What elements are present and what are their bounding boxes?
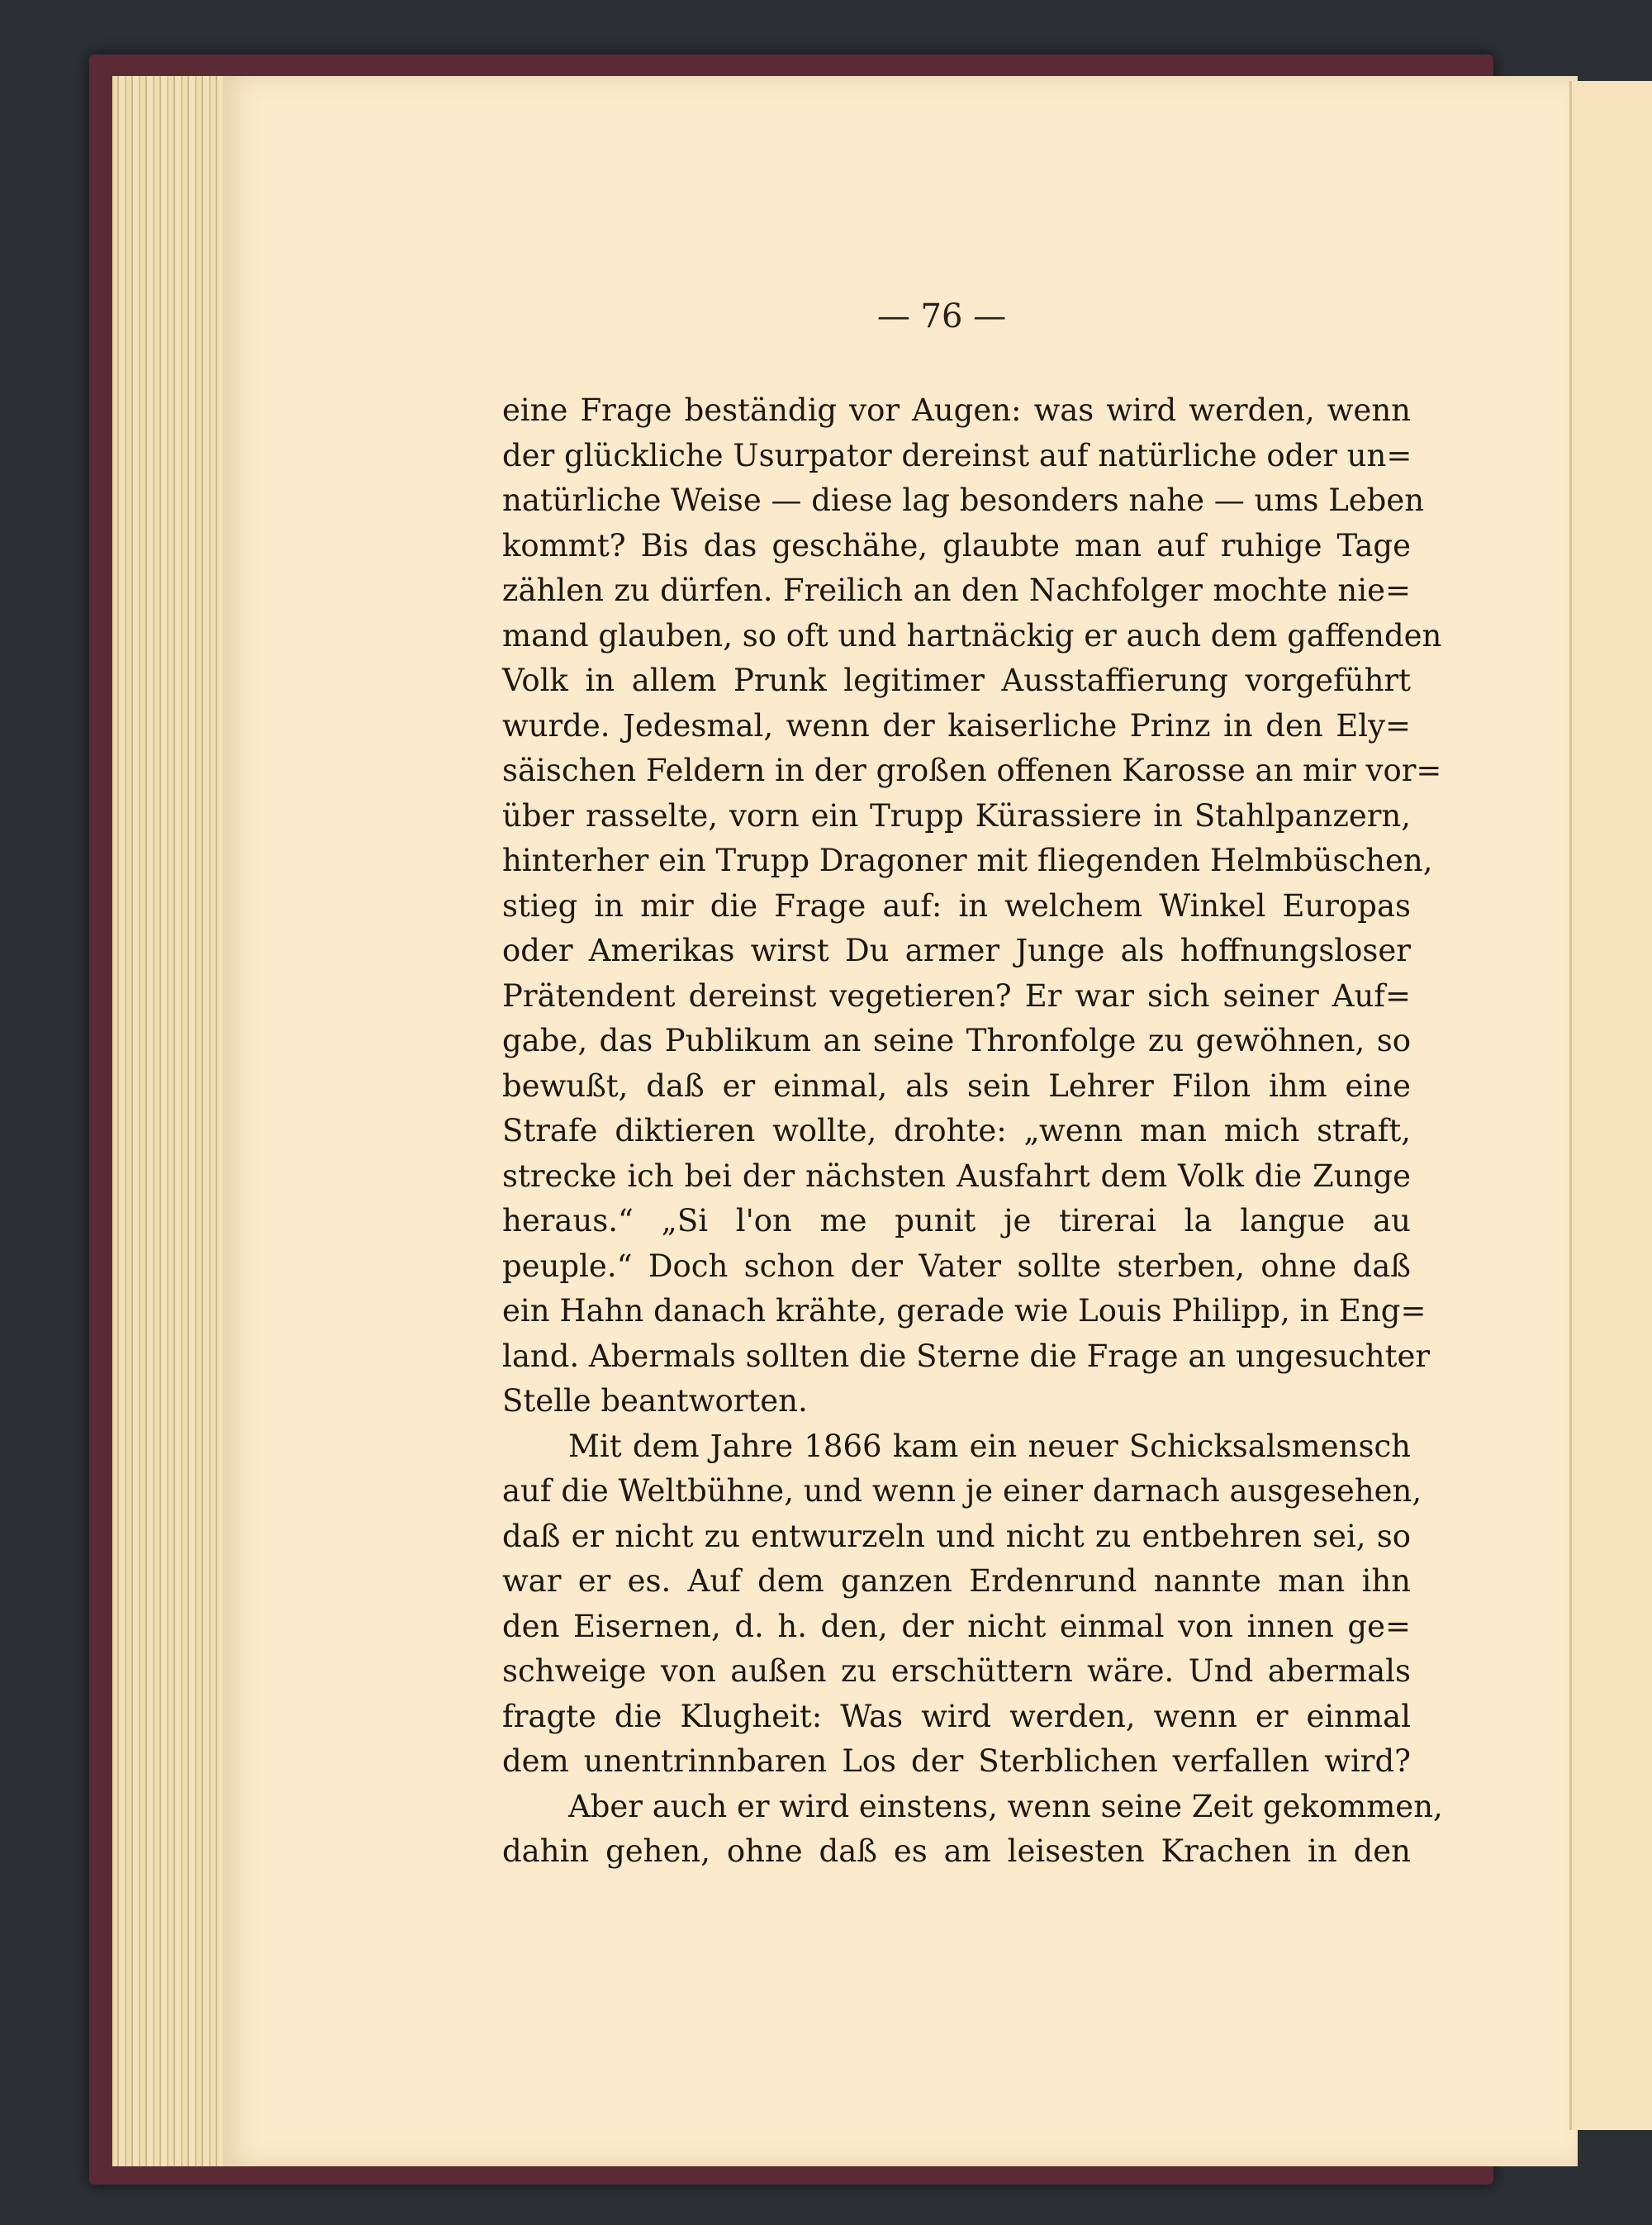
text-line: oder Amerikas wirst Du armer Junge als hoffnungsloser <box>502 933 1411 968</box>
text-line: kommt? Bis das geschähe, glaubte man auf ruhige Tage <box>502 527 1411 563</box>
text-line: den Eisernen, d. h. den, der nicht einmal von innen ge= <box>502 1608 1411 1644</box>
text-line: eine Frage beständig vor Augen: was wird werden, wenn <box>502 392 1411 428</box>
text-line: peuple.“ Doch schon der Vater sollte sterben, ohne daß <box>502 1248 1411 1284</box>
text-line: zählen zu dürfen. Freilich an den Nachfolger mochte nie= <box>502 573 1411 608</box>
text-line: der glückliche Usurpator dereinst auf natürliche oder un= <box>502 437 1412 473</box>
text-line: Prätendent dereinst vegetieren? Er war sich seiner Auf= <box>502 977 1411 1014</box>
text-line: dahin gehen, ohne daß es am leisesten Krachen in den <box>502 1833 1411 1869</box>
text-line: über rasselte, vorn ein Trupp Kürassiere in Stahlpanzern, <box>502 797 1411 834</box>
text-line: hinterher ein Trupp Dragoner mit fliegenden Helmbüschen, <box>502 843 1433 878</box>
facing-page-edge <box>1569 81 1652 2130</box>
text-line: säischen Feldern in der großen offenen Karosse an mir vor= <box>502 753 1442 788</box>
text-line: ein Hahn danach krähte, gerade wie Louis Philipp, in Eng= <box>502 1293 1427 1329</box>
text-line: stieg in mir die Frage auf: in welchem Winkel Europas <box>502 887 1411 924</box>
body-text <box>502 388 1443 1875</box>
text-line: gabe, das Publikum an seine Thronfolge zu gewöhnen, so <box>502 1023 1411 1058</box>
text-line: land. Abermals sollten die Sterne die Frage an ungesuchter <box>502 1338 1431 1374</box>
text-line: mand glauben, so oft und hartnäckig er auch dem gaffenden <box>502 617 1442 654</box>
text-line: war er es. Auf dem ganzen Erdenrund nannte man ihn <box>502 1563 1411 1599</box>
text-line: dem unentrinnbaren Los der Sterblichen verfallen wird? <box>502 1743 1411 1779</box>
text-line: natürliche Weise — diese lag besonders nahe — ums Leben <box>502 483 1425 518</box>
text-line: wurde. Jedesmal, wenn der kaiserliche Prinz in den Ely= <box>502 707 1411 744</box>
text-line: auf die Weltbühne, und wenn je einer darnach ausgesehen, <box>502 1473 1422 1509</box>
page-number: — 76 — <box>876 297 1007 335</box>
text-line: Stelle beantworten. <box>502 1383 808 1419</box>
text-line: strecke ich bei der nächsten Ausfahrt dem Volk die Zunge <box>502 1158 1411 1194</box>
text-line: Strafe diktieren wollte, drohte: „wenn man mich straft, <box>502 1113 1411 1148</box>
text-line: fragte die Klugheit: Was wird werden, wenn er einmal <box>502 1698 1411 1734</box>
text-line: schweige von außen zu erschüttern wäre. Und abermals <box>502 1653 1411 1689</box>
text-line: Mit dem Jahre 1866 kam ein neuer Schicksalsmensch <box>568 1428 1411 1464</box>
text-line: Aber auch er wird einstens, wenn seine Zeit gekommen, <box>568 1788 1443 1824</box>
text-line: daß er nicht zu entwurzeln und nicht zu entbehren sei, so <box>502 1518 1411 1554</box>
text-line: bewußt, daß er einmal, als sein Lehrer Filon ihm eine <box>502 1067 1411 1104</box>
text-line: heraus.“ „Si l'on me punit je tirerai la langue au <box>502 1203 1411 1238</box>
text-line: Volk in allem Prunk legitimer Ausstaffierung vorgeführt <box>502 663 1411 698</box>
